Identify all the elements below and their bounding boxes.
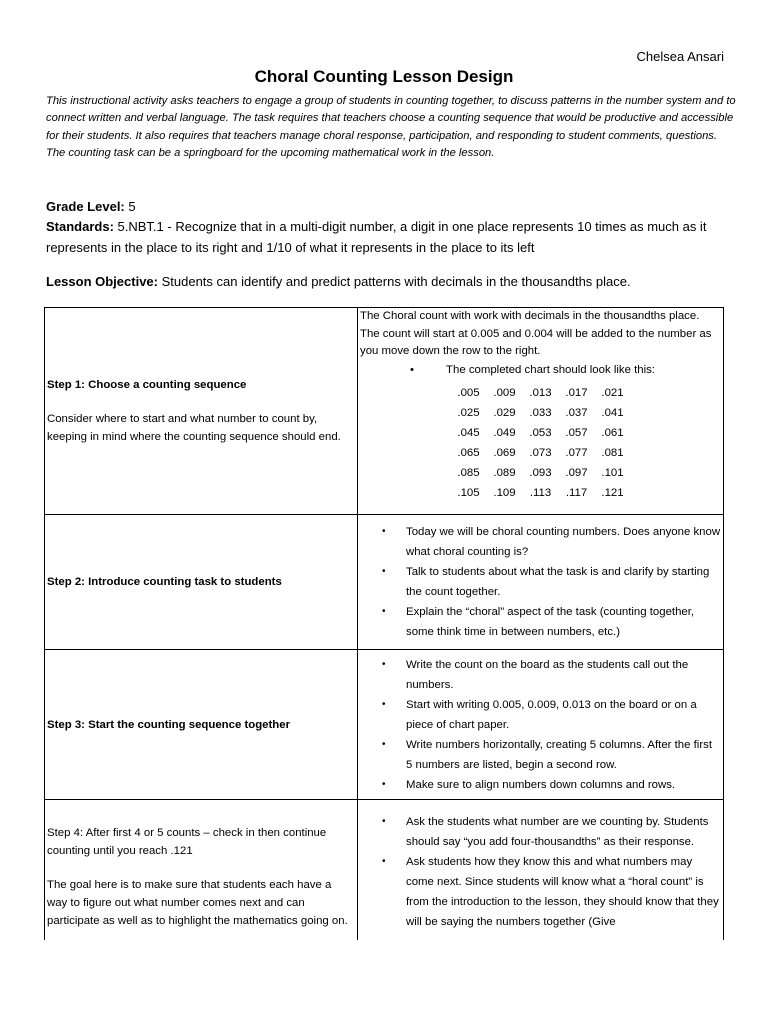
chart-row xyxy=(360,383,721,403)
chart-cell: .089 xyxy=(493,466,516,479)
step-detail-cell xyxy=(358,308,724,515)
step-note: Consider where to start and what number to count by, keeping in mind where the counting sequence should end. xyxy=(47,413,341,443)
chart-cell: .085 xyxy=(457,466,480,479)
chart-row xyxy=(360,443,721,463)
step-title: Step 1: Choose a counting sequence xyxy=(47,379,247,391)
step-title: Step 4: After first 4 or 5 counts – check in then continue counting until you reach .121 xyxy=(47,826,327,857)
page-title: Choral Counting Lesson Design xyxy=(254,67,514,86)
author-name: Chelsea Ansari xyxy=(636,49,724,64)
chart-completed-note: • The completed chart should look like this: xyxy=(360,361,721,379)
chart-cell: .009 xyxy=(493,386,516,399)
lesson-objective xyxy=(46,271,736,292)
lesson-objective-value: Students can identify and predict patterns with decimals in the thousandths place. xyxy=(161,274,631,289)
grade-level-value: 5 xyxy=(128,199,136,214)
counting-chart xyxy=(360,383,721,503)
list-item: • Explain the “choral” aspect of the task (counting together, some think time in between numbers, etc.) xyxy=(360,602,721,642)
chart-row xyxy=(360,463,721,483)
steps-table xyxy=(44,307,724,940)
step-title: Step 2: Introduce counting task to students xyxy=(47,576,282,588)
step-label-cell xyxy=(45,308,358,515)
chart-cell: .101 xyxy=(601,466,624,479)
standards xyxy=(46,216,736,258)
chart-cell: .093 xyxy=(529,466,552,479)
step-row xyxy=(45,800,724,940)
chart-cell: .025 xyxy=(457,406,480,419)
bullet-list xyxy=(360,655,721,795)
lesson-objective-label: Lesson Objective: xyxy=(46,274,158,289)
chart-row xyxy=(360,483,721,503)
chart-intro: The Choral count with work with decimals in the thousandths place. The count will start at 0.005 and 0.004 will be added to the number as you move down the row to the right. xyxy=(360,310,712,357)
chart-cell: .077 xyxy=(565,446,588,459)
grade-level-label: Grade Level: xyxy=(46,199,125,214)
chart-cell: .109 xyxy=(493,486,516,499)
chart-cell: .037 xyxy=(565,406,588,419)
list-item: • Write numbers horizontally, creating 5 columns. After the first 5 numbers are listed, begin a second row. xyxy=(360,735,721,775)
list-item: • Ask students how they know this and what numbers may come next. Since students will know what a “horal count” is from the introduction to the lesson, they should know that they will be saying the numbers together (Give xyxy=(360,852,721,932)
chart-cell: .061 xyxy=(601,426,624,439)
chart-cell: .033 xyxy=(529,406,552,419)
chart-cell: .081 xyxy=(601,446,624,459)
chart-cell: .041 xyxy=(601,406,624,419)
step-label-cell xyxy=(45,515,358,650)
chart-cell: .017 xyxy=(565,386,588,399)
chart-cell: .105 xyxy=(457,486,480,499)
step-label-cell xyxy=(45,650,358,800)
bullet-list xyxy=(360,522,721,642)
chart-cell: .069 xyxy=(493,446,516,459)
list-item: • Ask the students what number are we counting by. Students should say “you add four-thousandths” as their response. xyxy=(360,812,721,852)
chart-row xyxy=(360,423,721,443)
chart-cell: .053 xyxy=(529,426,552,439)
list-item: • Talk to students about what the task is and clarify by starting the count together. xyxy=(360,562,721,602)
chart-cell: .021 xyxy=(601,386,624,399)
chart-cell: .029 xyxy=(493,406,516,419)
standards-label: Standards: xyxy=(46,219,114,234)
step-note: The goal here is to make sure that students each have a way to figure out what number comes next and can participate as well as to highlight the mathematics going on. xyxy=(47,878,348,927)
list-item: • Write the count on the board as the students call out the numbers. xyxy=(360,655,721,695)
step-label-cell xyxy=(45,800,358,940)
bullet-list xyxy=(360,812,721,932)
list-item: • Today we will be choral counting numbers. Does anyone know what choral counting is? xyxy=(360,522,721,562)
step-title: Step 3: Start the counting sequence together xyxy=(47,718,291,731)
step-row xyxy=(45,515,724,650)
chart-cell: .073 xyxy=(529,446,552,459)
step-row xyxy=(45,308,724,515)
step-row xyxy=(45,650,724,800)
chart-cell: .057 xyxy=(565,426,588,439)
grade-level xyxy=(46,196,736,217)
chart-cell: .065 xyxy=(457,446,480,459)
chart-row xyxy=(360,403,721,423)
step-detail-cell xyxy=(358,800,724,940)
step-detail-cell xyxy=(358,515,724,650)
chart-cell: .005 xyxy=(457,386,480,399)
chart-cell: .045 xyxy=(457,426,480,439)
chart-cell: .117 xyxy=(565,486,588,499)
list-item: • Make sure to align numbers down columns and rows. xyxy=(360,775,721,795)
chart-cell: .013 xyxy=(529,386,552,399)
intro-paragraph: This instructional activity asks teachers to engage a group of students in counting together, to discuss patterns in the number system and to connect written and verbal language. The task requires that teachers choose a counting sequence that would be productive and accessible for their students. It also requires that teachers manage choral response, participation, and responding to student comments, questions. The counting task can be a springboard for the upcoming mathematical work in the lesson. xyxy=(46,95,736,159)
chart-cell: .049 xyxy=(493,426,516,439)
chart-cell: .121 xyxy=(601,486,624,499)
step-detail-cell xyxy=(358,650,724,800)
list-item: • Start with writing 0.005, 0.009, 0.013 on the board or on a piece of chart paper. xyxy=(360,695,721,735)
chart-cell: .097 xyxy=(565,466,588,479)
chart-cell: .113 xyxy=(529,486,552,499)
standards-value: 5.NBT.1 - Recognize that in a multi-digit number, a digit in one place represents 10 times as much as it represents in the place to its right and 1/10 of what it represents in the place to its left xyxy=(46,219,707,255)
